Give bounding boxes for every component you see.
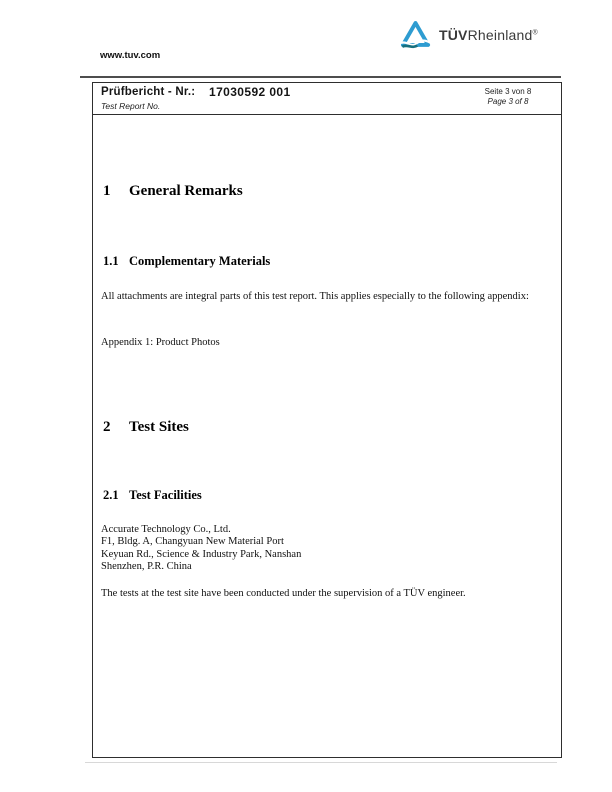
appendix-line: Appendix 1: Product Photos bbox=[101, 337, 220, 348]
page-indicator-en: Page 3 of 8 bbox=[487, 96, 529, 106]
attachments-paragraph: All attachments are integral parts of this test report. This applies especially to the following appendix: bbox=[101, 291, 529, 302]
tuv-rheinland-logo bbox=[400, 18, 570, 52]
address-line: F1, Bldg. A, Changyuan New Material Port bbox=[101, 536, 284, 548]
heading-number: 2 bbox=[103, 419, 111, 435]
supervision-note: The tests at the test site have been conducted under the supervision of a TÜV engineer. bbox=[101, 588, 466, 599]
registered-mark: ® bbox=[532, 29, 538, 37]
brand-name-regular: Rheinland bbox=[467, 27, 533, 43]
page-indicator bbox=[476, 87, 540, 107]
address-line: Accurate Technology Co., Ltd. bbox=[101, 524, 231, 535]
heading-title: Test Sites bbox=[129, 419, 189, 435]
heading-number: 2.1 bbox=[103, 488, 119, 502]
heading-general-remarks bbox=[103, 183, 243, 200]
heading-title: General Remarks bbox=[129, 183, 243, 199]
report-number-value: 17030592 001 bbox=[209, 85, 291, 99]
report-frame bbox=[92, 82, 562, 758]
page-indicator-de: Seite 3 von 8 bbox=[484, 86, 532, 96]
heading-title: Test Facilities bbox=[129, 488, 202, 502]
heading-title: Complementary Materials bbox=[129, 254, 271, 268]
heading-number: 1.1 bbox=[103, 254, 119, 268]
page-bottom-scan-line bbox=[85, 762, 557, 763]
brand-name-bold: TÜV bbox=[439, 27, 468, 43]
report-header-row bbox=[93, 83, 561, 115]
address-line: Shenzhen, P.R. China bbox=[101, 561, 192, 573]
report-number-label-de: Prüfbericht - Nr.: bbox=[101, 86, 196, 98]
website-url: www.tuv.com bbox=[100, 50, 161, 61]
header-rule bbox=[80, 76, 561, 78]
heading-complementary-materials bbox=[103, 254, 270, 269]
heading-test-sites bbox=[103, 419, 189, 436]
tuv-triangle-icon bbox=[400, 20, 431, 50]
tuv-rheinland-wordmark bbox=[439, 27, 538, 43]
heading-test-facilities bbox=[103, 488, 202, 503]
facility-address-block bbox=[101, 524, 301, 574]
heading-number: 1 bbox=[103, 183, 111, 199]
address-line: Keyuan Rd., Science & Industry Park, Nanshan bbox=[101, 548, 302, 560]
report-number-label-en: Test Report No. bbox=[101, 100, 161, 111]
